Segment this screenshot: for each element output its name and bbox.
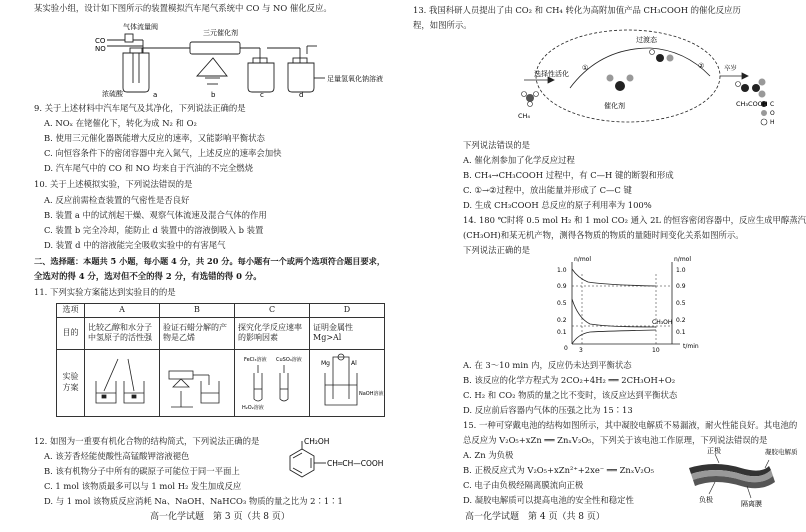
select-label: 选择性活化 [534,70,569,78]
graph-ylabel-right: n/mol [674,256,692,263]
valve-label: 气体流量阀 [123,23,158,31]
scheme-c [235,349,310,416]
q14-graph [548,256,708,356]
tick-left-0-2: 0.2 [557,317,567,324]
q13-stem-2: 程，如图所示。 [413,20,472,30]
q13-stem-1: 13. 我国科研人员提出了由 CO₂ 和 CH₄ 转化为高附加值产品 CH₃COOH 的催化反应历 [413,5,741,15]
q15-option-b: B. 正极反应式为 V₂O₅+xZn²⁺+2xe⁻ ══ ZnₓV₂O₅ [463,465,654,475]
table-header-c: C [235,304,310,318]
tick-right-0-1: 0.1 [676,329,686,336]
q9-option-b: B. 使用三元催化器既能增大反应的速率，又能影响平衡状态 [44,133,265,143]
q10-option-b: B. 装置 a 中的试剂起干燥、观察气体流速及混合气体的作用 [44,210,267,220]
ts-label: 过渡态 [636,36,657,44]
q15-stem-1: 15. 一种可穿戴电池的结构如图所示，其中凝胶电解质不易漏液，耐火性能良好。其电池的 [463,420,798,430]
q13-question: 下列说法错误的是 [463,140,530,150]
legend-c: C [770,101,775,108]
q10-option-c: C. 装置 b 完全冷却，能防止 d 装置中的溶液倒吸入 b 装置 [44,225,264,235]
table-header-option: 选项 [57,304,85,318]
acid-label: 浓硫酸 [102,90,123,98]
tick-left-1-0: 1.0 [557,267,567,274]
battery-sep-label: 隔离膜 [741,500,762,508]
d-naoh-label: NaOH溶液 [359,390,384,397]
q12-structure [270,436,395,496]
d-mg-label: Mg [321,359,330,367]
q14-option-b: B. 该反应的化学方程式为 2CO₂+4H₂ ══ 2CH₃OH+O₂ [463,375,676,385]
cat-label: 催化剂 [604,102,625,110]
q13-option-c: C. ①→②过程中，放出能量并形成了 C—C 键 [463,185,632,195]
q11-table [56,303,385,417]
naoh-label: 足量氢氧化钠溶液 [327,75,383,83]
c-fecl3-label: FeCl₃溶液 [244,356,267,363]
q11-stem: 11. 下列实验方案能达到实验目的的是 [34,287,176,297]
apparatus-figure [95,18,383,99]
ch4-label: CH₄ [518,112,531,120]
label-b: b [211,91,216,99]
label-d: d [299,91,304,99]
d-al-label: Al [351,359,357,367]
q14-stem-1: 14. 180 ℃时将 0.5 mol H₂ 和 1 mol CO₂ 通入 2L 的恒容密闭容器中，反应生成甲醇蒸汽 [463,215,806,225]
tick-right-0-5: 0.5 [676,300,686,307]
scheme-b-figure [163,351,231,411]
table-header-b: B [160,304,235,318]
q10-stem: 10. 关于上述模拟实验，下列说法错误的是 [34,179,193,189]
q12-option-b: B. 该有机物分子中所有的碳原子可能位于同一平面上 [44,466,240,476]
legend-h: H [770,119,775,126]
scheme-c-figure [238,351,306,411]
graph-series-label: CH₃OH [652,319,673,326]
tick-right-0-9: 0.9 [676,283,686,290]
structure-chain: CH═CH—COOH [327,459,384,468]
step2-label: ② [698,62,705,70]
step1-label: ① [582,64,589,72]
q9-option-a: A. NOₓ 在铑催化下，转化为成 N₂ 和 O₂ [44,118,197,128]
q15-option-d: D. 凝胶电解质可以提高电池的安全性和稳定性 [463,495,634,505]
q14-question: 下列说法正确的是 [463,245,530,255]
step-a-label: 卒岁 [724,64,737,72]
q15-option-a: A. Zn 为负极 [463,450,514,460]
right-footer: 高一化学试题 第 4 页（共 8 页） [465,512,605,522]
tick-right-0-2: 0.2 [676,317,686,324]
structure-ch2oh: CH₂OH [304,437,330,446]
q12-stem: 12. 如图为一重要有机化合物的结构简式，下列说法正确的是 [34,436,260,446]
tick-left-0-9: 0.9 [557,283,567,290]
scheme-a [85,349,160,416]
q14-stem-2: (CH₃OH)和某无机产物，测得各物质的物质的量随时间变化关系如图所示。 [463,230,744,240]
legend-o: O [770,110,775,117]
scheme-d-figure [313,351,384,411]
q9-option-d: D. 汽车尾气中的 CO 和 NO 均来自于汽油的不完全燃烧 [44,163,253,173]
purpose-c: 探究化学反应速率的影响因素 [235,317,310,349]
table-row-scheme-label: 实验方案 [57,349,85,416]
purpose-b: 验证石蜡分解的产物是乙烯 [160,317,235,349]
q14-option-a: A. 在 3～10 min 内，反应仍未达到平衡状态 [463,360,632,370]
q10-option-d: D. 装置 d 中的溶液能完全吸收实验中的有害尾气 [44,240,226,250]
table-header-a: A [85,304,160,318]
battery-pos-label: 正极 [707,447,721,455]
scheme-d [310,349,385,416]
q12-option-a: A. 该芳香烃能使酸性高锰酸钾溶液褪色 [44,451,190,461]
graph-ylabel-left: n/mol [574,256,592,263]
c-cuso4-label: CuSO₄溶液 [276,356,302,363]
xtick-10: 10 [652,347,660,354]
tick-right-1-0: 1.0 [676,267,686,274]
label-c: c [260,91,264,99]
q12-option-d: D. 与 1 mol 该物质反应消耗 Na、NaOH、NaHCO₃ 物质的量之比为 2∶1∶1 [44,496,343,506]
left-footer: 高一化学试题 第 3 页（共 8 页） [150,512,290,522]
q15-battery-figure [685,446,798,508]
q10-option-a: A. 反应前需检查装置的气密性是否良好 [44,195,190,205]
tick-left-0-1: 0.1 [557,329,567,336]
q15-option-c: C. 电子由负极经隔离膜流向正极 [463,480,584,490]
catalyst-label: 三元催化剂 [203,29,238,37]
q13-option-b: B. CH₄→CH₃COOH 过程中，有 C—H 键的断裂和形成 [463,170,674,180]
q12-option-c: C. 1 mol 该物质最多可以与 1 mol H₂ 发生加成反应 [44,481,242,491]
q14-option-c: C. H₂ 和 CO₂ 物质的量之比不变时，该反应达到平衡状态 [463,390,678,400]
q9-stem: 9. 关于上述材料中汽车尾气及其净化，下列说法正确的是 [34,103,246,113]
q13-option-a: A. 催化剂参加了化学反应过程 [463,155,575,165]
scheme-a-figure [88,351,156,411]
tick-left-0: 0 [564,345,568,352]
table-header-d: D [310,304,385,318]
scheme-b [160,349,235,416]
gas-no-label: NO [95,45,106,53]
q13-mechanism-figure [510,28,780,128]
section2-line2: 全选对的得 4 分，选对但不全的得 2 分，有选错的得 0 分。 [34,271,262,281]
c-h2o2-label: H₂O₂溶液 [242,404,264,411]
intro-text: 某实验小组，设计如下图所示的装置模拟汽车尾气系统中 CO 与 NO 催化反应。 [34,3,332,13]
battery-gel-label: 凝胶电解质 [765,448,798,456]
purpose-d: 证明金属性 Mg>Al [310,317,385,349]
section2-line1: 二、选择题：本题共 5 小题，每小题 4 分，共 20 分。每小题有一个或两个选项符合题目要求， [34,256,386,266]
q14-option-d: D. 反应前后容器内气体的压强之比为 15∶13 [463,405,633,415]
label-a: a [153,91,158,99]
table-row-purpose-label: 目的 [57,317,85,349]
tick-left-0-5: 0.5 [557,300,567,307]
q15-stem-2: 总反应为 V₂O₅+xZn ══ ZnₓV₂O₅，下列关于该电池工作原理，下列说法错误的是 [463,435,768,445]
purpose-a: 比较乙醇和水分子中氢原子的活性强 [85,317,160,349]
q9-option-c: C. 向恒容条件下的密闭容器中充入氮气，上述反应的速率会加快 [44,148,282,158]
xtick-3: 3 [579,347,583,354]
battery-neg-label: 负极 [699,496,713,504]
gas-co-label: CO [95,37,106,45]
ch3cooh-label: CH₃COOH [736,100,768,108]
q13-option-d: D. 生成 CH₃COOH 总反应的原子利用率为 100% [463,200,652,210]
graph-xlabel: t/min [683,343,699,350]
